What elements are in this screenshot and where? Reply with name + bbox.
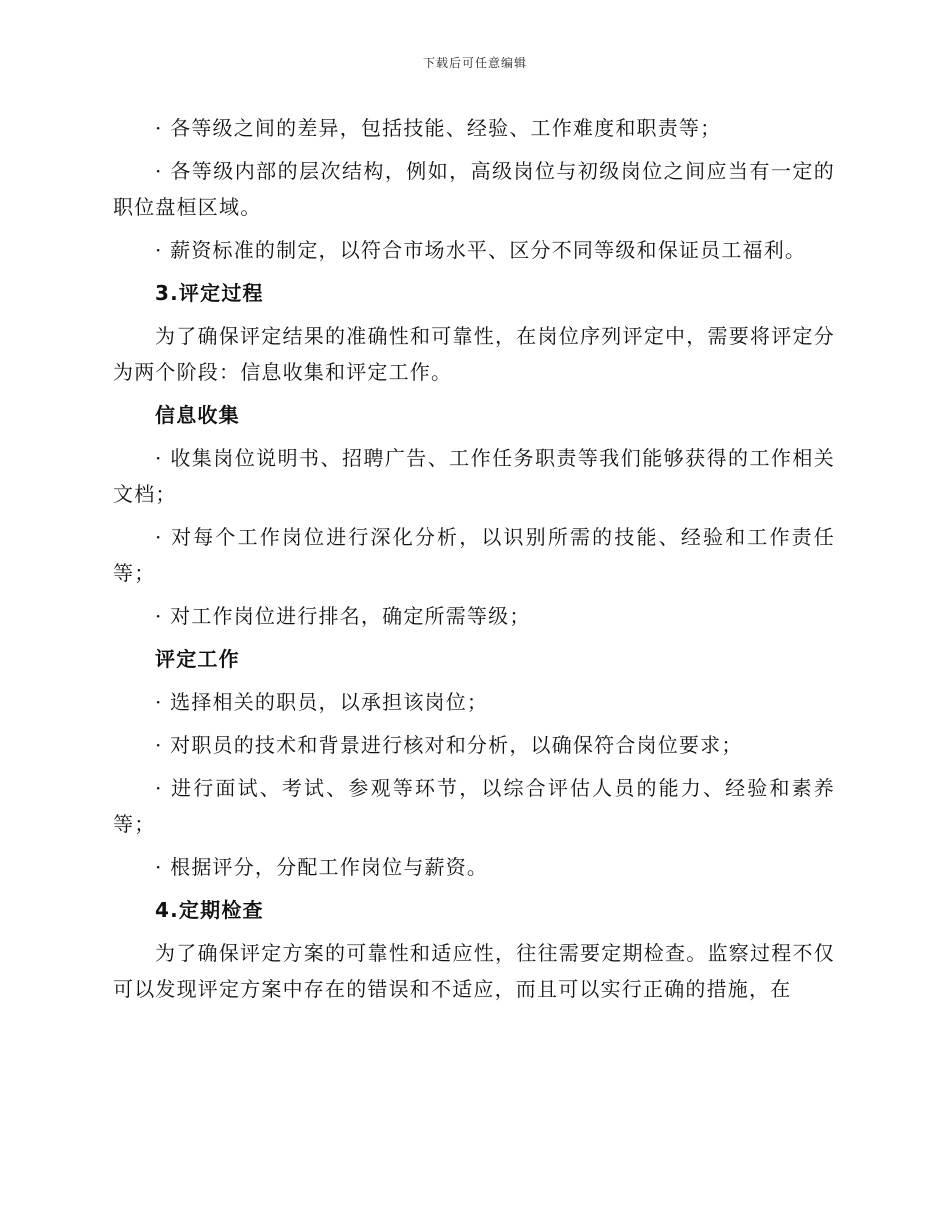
bullet-item: · 对职员的技术和背景进行核对和分析，以确保符合岗位要求；	[155, 733, 743, 757]
bullet-item: · 收集岗位说明书、招聘广告、工作任务职责等我们能够获得的工作相关文档；	[113, 446, 835, 506]
section-heading: 3.评定过程	[155, 281, 264, 305]
section-heading: 4.定期检查	[155, 898, 264, 922]
subsection-heading: 评定工作	[155, 647, 240, 671]
bullet-item: · 根据评分，分配工作岗位与薪资。	[155, 855, 489, 879]
bullet-item: · 对每个工作岗位进行深化分析，以识别所需的技能、经验和工作责任等；	[113, 525, 835, 585]
document-body	[113, 110, 835, 1014]
bullet-item: · 各等级之间的差异，包括技能、经验、工作难度和职责等；	[155, 116, 722, 140]
body-paragraph: 为了确保评定方案的可靠性和适应性，往往需要定期检查。监察过程不仅可以发现评定方案中存在的错误和不适应，而且可以实行正确的措施，在	[113, 941, 835, 1001]
body-paragraph: 为了确保评定结果的准确性和可靠性，在岗位序列评定中，需要将评定分为两个阶段：信息收集和评定工作。	[113, 324, 835, 384]
bullet-item: · 各等级内部的层次结构，例如，高级岗位与初级岗位之间应当有一定的职位盘桓区域。	[113, 159, 835, 219]
bullet-item: · 选择相关的职员，以承担该岗位；	[155, 690, 489, 714]
page-header: 下载后可任意编辑	[422, 56, 527, 70]
bullet-item: · 进行面试、考试、参观等环节，以综合评估人员的能力、经验和素养等；	[113, 776, 835, 836]
bullet-item: · 对工作岗位进行排名，确定所需等级；	[155, 604, 531, 628]
bullet-item: · 薪资标准的制定，以符合市场水平、区分不同等级和保证员工福利。	[155, 238, 807, 262]
subsection-heading: 信息收集	[155, 403, 240, 427]
